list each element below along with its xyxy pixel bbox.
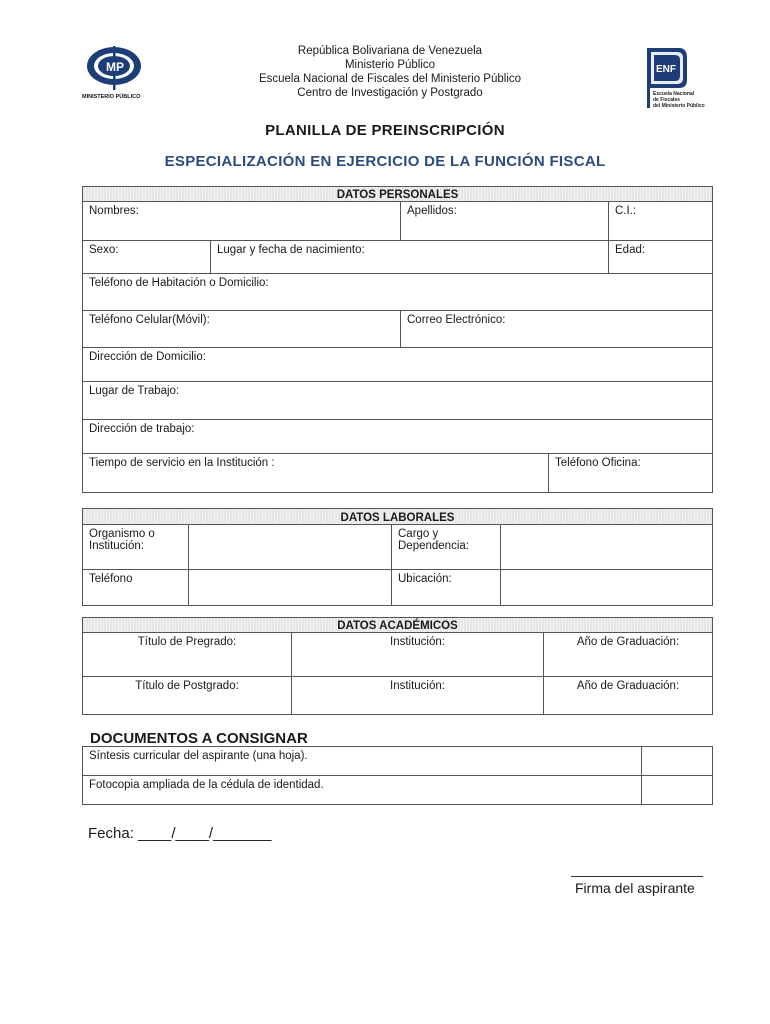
cargo-label-line-1: Cargo y [398,528,439,540]
cargo-label [392,525,501,570]
institucion-pregrado-field[interactable]: Institución: [292,633,544,677]
header-line-1: República Bolivariana de Venezuela [297,45,483,57]
ci-field[interactable]: C.I.: [609,202,713,241]
personal-section-heading: DATOS PERSONALES [83,187,713,202]
logo-left-caption: MINISTERIO PÚBLICO [82,94,141,100]
logo-right-caption-3: del Ministerio Público [653,103,705,109]
titulo-postgrado-field[interactable]: Título de Postgrado: [83,677,292,715]
labor-section-heading: DATOS LABORALES [83,509,713,525]
sexo-field[interactable]: Sexo: [83,241,211,274]
organismo-label [83,525,189,570]
signature-line[interactable] [571,876,703,877]
ubicacion-label: Ubicación: [392,570,501,606]
document-item: Síntesis curricular del aspirante (una hoja). [83,747,642,776]
personal-data-table [82,186,713,493]
direccion-trabajo-field[interactable]: Dirección de trabajo: [83,420,713,454]
fecha-field[interactable]: Fecha: ____/____/_______ [88,825,272,842]
telefono-habitacion-field[interactable]: Teléfono de Habitación o Domicilio: [83,274,713,311]
documents-heading: DOCUMENTOS A CONSIGNAR [90,730,308,747]
organismo-label-line-2: Institución: [89,540,144,552]
telefono-laboral-label: Teléfono [83,570,189,606]
organismo-input[interactable] [189,525,392,570]
telefono-laboral-input[interactable] [189,570,392,606]
correo-field[interactable]: Correo Electrónico: [401,311,713,348]
anio-pregrado-field[interactable]: Año de Graduación: [544,633,713,677]
institution-header [200,44,580,100]
document-item: Fotocopia ampliada de la cédula de identidad. [83,776,642,805]
cargo-input[interactable] [501,525,713,570]
documents-table [82,746,713,805]
ubicacion-input[interactable] [501,570,713,606]
document-checkbox[interactable] [642,747,713,776]
header-line-4: Centro de Investigación y Postgrado [297,87,483,99]
lugar-fecha-nacimiento-field[interactable]: Lugar y fecha de nacimiento: [211,241,609,274]
header-line-2: Ministerio Público [344,59,436,71]
anio-postgrado-field[interactable]: Año de Graduación: [544,677,713,715]
titulo-pregrado-field[interactable]: Título de Pregrado: [83,633,292,677]
logo-left-monogram: MP [106,60,124,74]
academic-data-table [82,617,713,715]
direccion-domicilio-field[interactable]: Dirección de Domicilio: [83,348,713,382]
logo-right-caption-1: Escuela Nacional [653,91,695,97]
ministerio-publico-logo [78,44,150,102]
tiempo-servicio-field[interactable]: Tiempo de servicio en la Institución : [83,454,549,493]
organismo-label-line-1: Organismo o [89,528,155,540]
form-title: PLANILLA DE PREINSCRIPCIÓN [265,122,505,139]
nombres-field[interactable]: Nombres: [83,202,401,241]
logo-right-caption-2: de Fiscales [653,97,680,103]
telefono-celular-field[interactable]: Teléfono Celular(Móvil): [83,311,401,348]
lugar-trabajo-field[interactable]: Lugar de Trabajo: [83,382,713,420]
signature-label: Firma del aspirante [575,880,695,896]
document-checkbox[interactable] [642,776,713,805]
enf-logo [643,44,721,110]
academic-section-heading: DATOS ACADÉMICOS [83,618,713,633]
telefono-oficina-field[interactable]: Teléfono Oficina: [549,454,713,493]
header-line-3: Escuela Nacional de Fiscales del Ministerio Público [258,73,522,85]
form-subtitle: ESPECIALIZACIÓN EN EJERCICIO DE LA FUNCIÓN FISCAL [164,153,606,170]
logo-right-monogram: ENF [656,64,676,75]
edad-field[interactable]: Edad: [609,241,713,274]
cargo-label-line-2: Dependencia: [398,540,469,552]
institucion-postgrado-field[interactable]: Institución: [292,677,544,715]
apellidos-field[interactable]: Apellidos: [401,202,609,241]
labor-data-table [82,508,713,606]
